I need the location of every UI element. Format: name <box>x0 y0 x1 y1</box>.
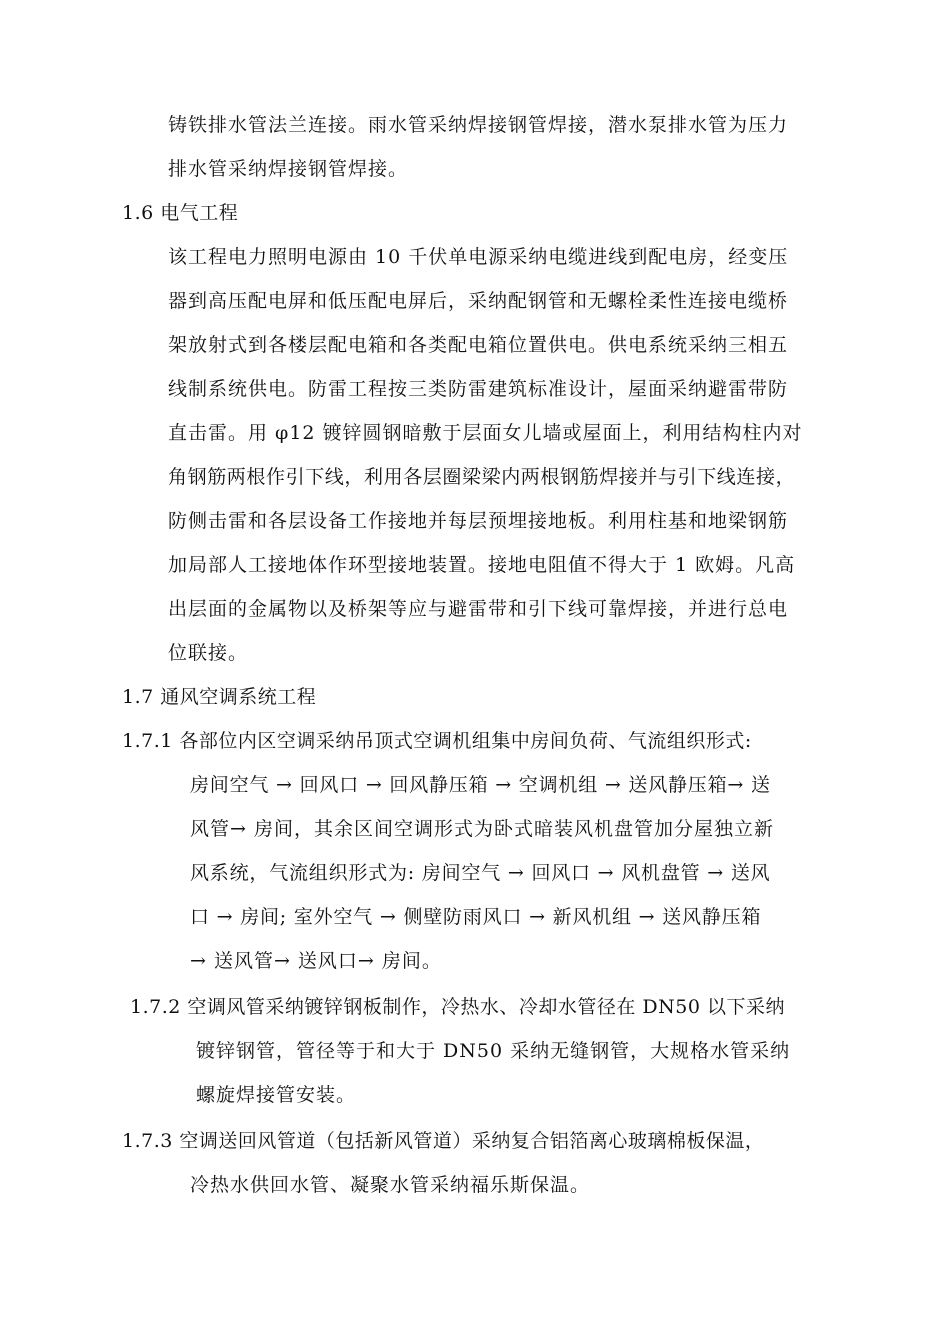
paragraph-line: 风管→ 房间，其余区间空调形式为卧式暗装风机盘管加分屋独立新 <box>190 818 774 840</box>
paragraph-line: 螺旋焊接管安装。 <box>196 1084 357 1106</box>
subsection-line: 1.7.1 各部位内区空调采纳吊顶式空调机组集中房间负荷、气流组织形式: <box>122 730 752 752</box>
section-heading: 1.6 电气工程 <box>122 202 239 224</box>
paragraph-line: 出层面的金属物以及桥架等应与避雷带和引下线可靠焊接，并进行总电 <box>168 598 789 620</box>
paragraph-line: 镀锌钢管，管径等于和大于 DN50 采纳无缝钢管，大规格水管采纳 <box>196 1040 791 1062</box>
paragraph-line: 冷热水供回水管、凝聚水管采纳福乐斯保温。 <box>190 1174 591 1196</box>
paragraph-line: 铸铁排水管法兰连接。雨水管采纳焊接钢管焊接，潜水泵排水管为压力 <box>168 114 789 136</box>
paragraph-line: 该工程电力照明电源由 10 千伏单电源采纳电缆进线到配电房，经变压 <box>168 246 789 268</box>
section-heading: 1.7 通风空调系统工程 <box>122 686 317 708</box>
paragraph-line: 口 → 房间; 室外空气 → 侧壁防雨风口 → 新风机组 → 送风静压箱 <box>190 906 762 928</box>
paragraph-line: → 送风管→ 送风口→ 房间。 <box>190 950 442 972</box>
paragraph-line: 线制系统供电。防雷工程按三类防雷建筑标准设计，屋面采纳避雷带防 <box>168 378 789 400</box>
paragraph-line: 位联接。 <box>168 642 249 664</box>
paragraph-line: 风系统，气流组织形式为: 房间空气 → 回风口 → 风机盘管 → 送风 <box>190 862 771 884</box>
paragraph-line: 加局部人工接地体作环型接地装置。接地电阻值不得大于 1 欧姆。凡高 <box>168 554 796 576</box>
paragraph-line: 防侧击雷和各层设备工作接地并每层预埋接地板。利用柱基和地梁钢筋 <box>168 510 789 532</box>
paragraph-line: 架放射式到各楼层配电箱和各类配电箱位置供电。供电系统采纳三相五 <box>168 334 789 356</box>
paragraph-line: 房间空气 → 回风口 → 回风静压箱 → 空调机组 → 送风静压箱→ 送 <box>190 774 771 796</box>
subsection-line: 1.7.3 空调送回风管道（包括新风管道）采纳复合铝箔离心玻璃棉板保温， <box>122 1130 765 1152</box>
paragraph-line: 直击雷。用 φ12 镀锌圆钢暗敷于层面女儿墙或屋面上，利用结构柱内对 <box>168 422 803 444</box>
paragraph-line: 器到高压配电屏和低压配电屏后，采纳配钢管和无螺栓柔性连接电缆桥 <box>168 290 789 312</box>
paragraph-line: 排水管采纳焊接钢管焊接。 <box>168 158 409 180</box>
subsection-line: 1.7.2 空调风管采纳镀锌钢板制作，冷热水、冷却水管径在 DN50 以下采纳 <box>130 996 785 1018</box>
paragraph-line: 角钢筋两根作引下线，利用各层圈梁梁内两根钢筋焊接并与引下线连接， <box>168 466 796 488</box>
